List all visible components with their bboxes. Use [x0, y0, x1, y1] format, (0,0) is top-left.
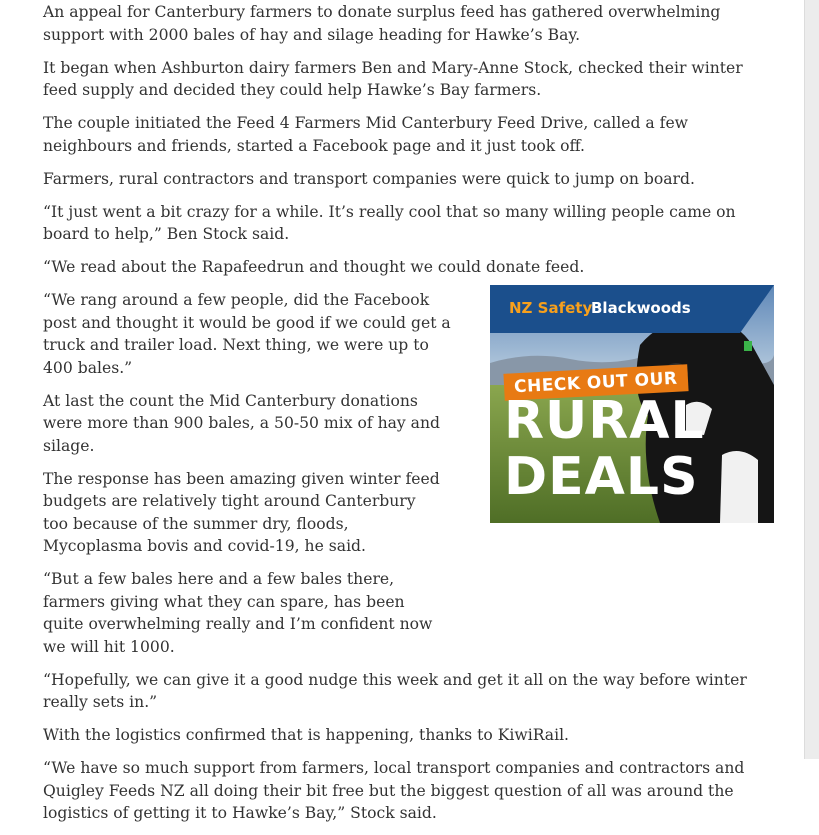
- paragraph: Farmers, rural contractors and transport companies were quick to jump on board.: [43, 169, 695, 188]
- paragraph: “It just went a bit crazy for a while. It’s really cool that so many willing people came on board to help,” Ben Stock said.: [43, 202, 736, 243]
- ad-headline-deals: DEALS: [504, 447, 699, 507]
- paragraph: “We read about the Rapafeedrun and thought we could donate feed.: [43, 258, 585, 276]
- ad-brand-name-2: Blackwoods: [591, 299, 691, 317]
- paragraph: At last the count the Mid Canterbury donations were more than 900 bales, a 50-50 mix of hay and silage.: [43, 391, 441, 455]
- paragraph: The response has been amazing given winter feed budgets are relatively tight around Canterbury too because of the summer dry, floods, Mycoplasma bovis and covid-19, he said.: [43, 469, 440, 555]
- paragraph: “Hopefully, we can give it a good nudge this week and get it all on the way before winter really sets in.”: [43, 670, 747, 711]
- ad-brand-name-1: NZ Safety: [509, 299, 593, 317]
- paragraph: “We have so much support from farmers, local transport companies and contractors and Quigley Feeds NZ all doing their bit free but the biggest question of all was around the logistics of getting it to Hawke’s Bay,” Stock said.: [43, 759, 745, 822]
- ad-headline-rural: RURAL: [504, 391, 705, 451]
- rural-deals-ad[interactable]: [490, 285, 774, 523]
- paragraph: It began when Ashburton dairy farmers Ben and Mary-Anne Stock, checked their winter feed supply and decided they could help Hawke’s Bay farmers.: [43, 58, 743, 99]
- paragraph: The couple initiated the Feed 4 Farmers Mid Canterbury Feed Drive, called a few neighbours and friends, started a Facebook page and it just took off.: [43, 114, 689, 155]
- paragraph: An appeal for Canterbury farmers to donate surplus feed has gathered overwhelming support with 2000 bales of hay and silage heading for Hawke’s Bay.: [43, 3, 721, 44]
- paragraph: “But a few bales here and a few bales there, farmers giving what they can spare, has been quite overwhelming really and I’m confident now we will hit 1000.: [43, 570, 433, 656]
- ad-tagline: CHECK OUT OUR: [503, 364, 688, 401]
- ad-brand-bar: [490, 285, 774, 333]
- paragraph: “We rang around a few people, did the Facebook post and thought it would be good if we could get a truck and trailer load. Next thing, we were up to 400 bales.”: [43, 291, 451, 377]
- page-scrollbar[interactable]: [804, 0, 819, 759]
- paragraph: With the logistics confirmed that is happening, thanks to KiwiRail.: [43, 726, 570, 744]
